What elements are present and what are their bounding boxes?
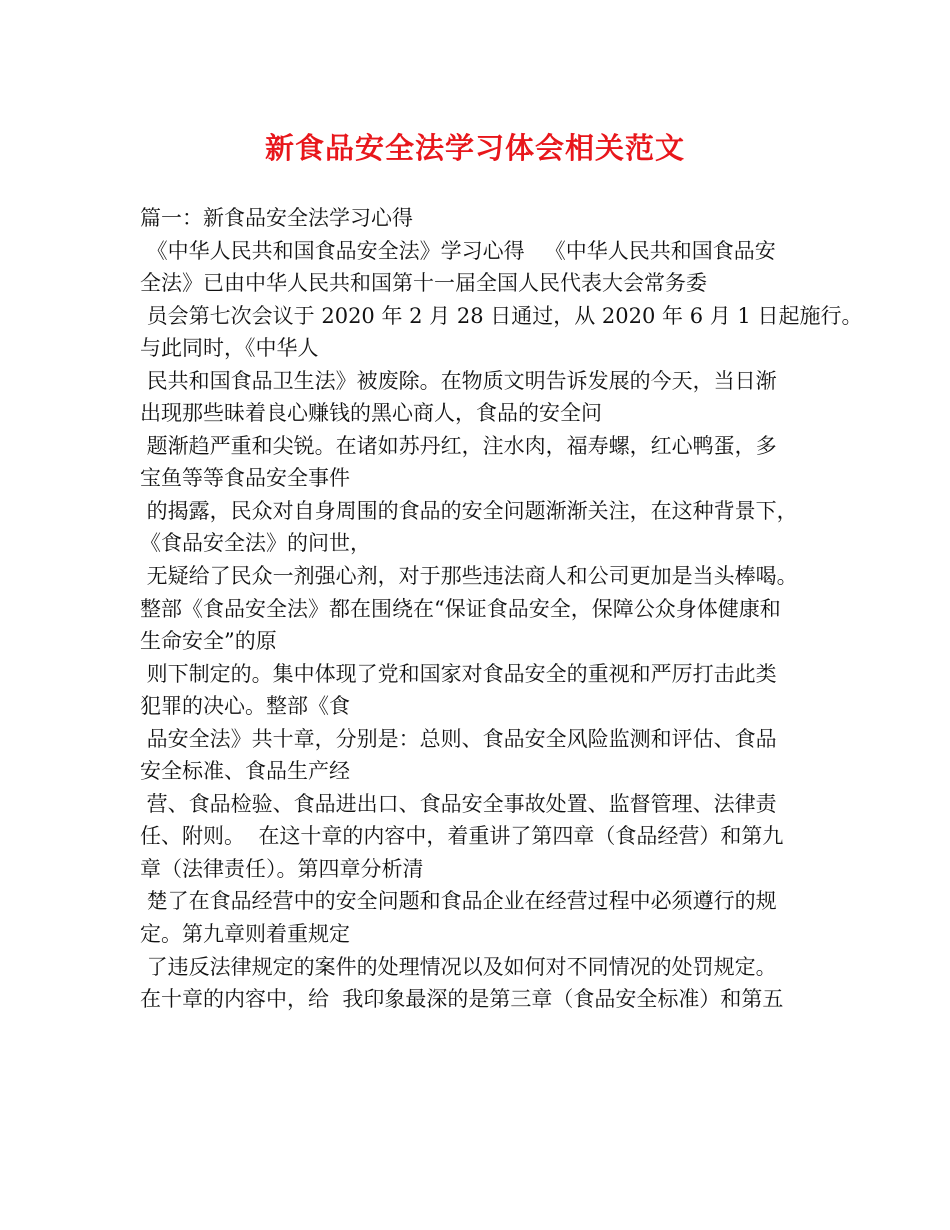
body-line: 定。第九章则着重规定 — [140, 922, 350, 947]
body-line: 篇一：新食品安全法学习心得 — [140, 206, 413, 230]
body-line: 安全标准、食品生产经 — [140, 759, 350, 784]
body-line: 整部《食品安全法》都在围绕在“保证食品安全，保障公众身体健康和 — [140, 596, 781, 621]
body-line: 营、食品检验、食品进出口、食品安全事故处置、监督管理、法律责 — [140, 791, 777, 816]
body-line: 了违反法律规定的案件的处理情况以及如何对不同情况的处罚规定。 — [140, 954, 777, 979]
body-line: 楚了在食品经营中的安全问题和食品企业在经营过程中必须遵行的规 — [140, 889, 777, 914]
body-line: 员会第七次会议于 2020 年 2 月 28 日通过，从 2020 年 6 月 1 日起施行。 — [140, 303, 863, 328]
body-line: 《中华人民共和国食品安全法》学习心得 《中华人民共和国食品安 — [140, 238, 776, 263]
body-line: 品安全法》共十章，分别是：总则、食品安全风险监测和评估、食品 — [140, 726, 777, 751]
body-line: 则下制定的。集中体现了党和国家对食品安全的重视和严厉打击此类 — [140, 661, 777, 686]
body-line: 任、附则。 在这十章的内容中，着重讲了第四章（食品经营）和第九 — [140, 824, 784, 849]
body-line: 的揭露，民众对自身周围的食品的安全问题渐渐关注，在这种背景下， — [140, 498, 798, 523]
body-line: 章（法律责任）。第四章分析清 — [140, 856, 424, 881]
body-line: 题渐趋严重和尖锐。在诸如苏丹红，注水肉，福寿螺，红心鸭蛋，多 — [140, 433, 777, 458]
body-line: 宝鱼等等食品安全事件 — [140, 466, 350, 491]
body-line: 在十章的内容中，给 我印象最深的是第三章（食品安全标准）和第五 — [140, 987, 784, 1012]
document-title: 新食品安全法学习体会相关范文 — [264, 131, 685, 165]
body-line: 民共和国食品卫生法》被废除。在物质文明告诉发展的今天，当日渐 — [140, 368, 777, 393]
body-line: 出现那些昧着良心赚钱的黑心商人，食品的安全问 — [140, 401, 602, 426]
body-line: 《食品安全法》的问世， — [140, 531, 371, 556]
body-line: 全法》已由中华人民共和国第十一届全国人民代表大会常务委 — [140, 271, 707, 296]
body-line: 犯罪的决心。整部《食 — [140, 694, 350, 719]
body-line: 生命安全”的原 — [140, 629, 277, 654]
document-body — [140, 202, 863, 1016]
body-line: 无疑给了民众一剂强心剂，对于那些违法商人和公司更加是当头棒喝。 — [140, 564, 798, 589]
body-line: 与此同时，《中华人 — [140, 336, 319, 361]
